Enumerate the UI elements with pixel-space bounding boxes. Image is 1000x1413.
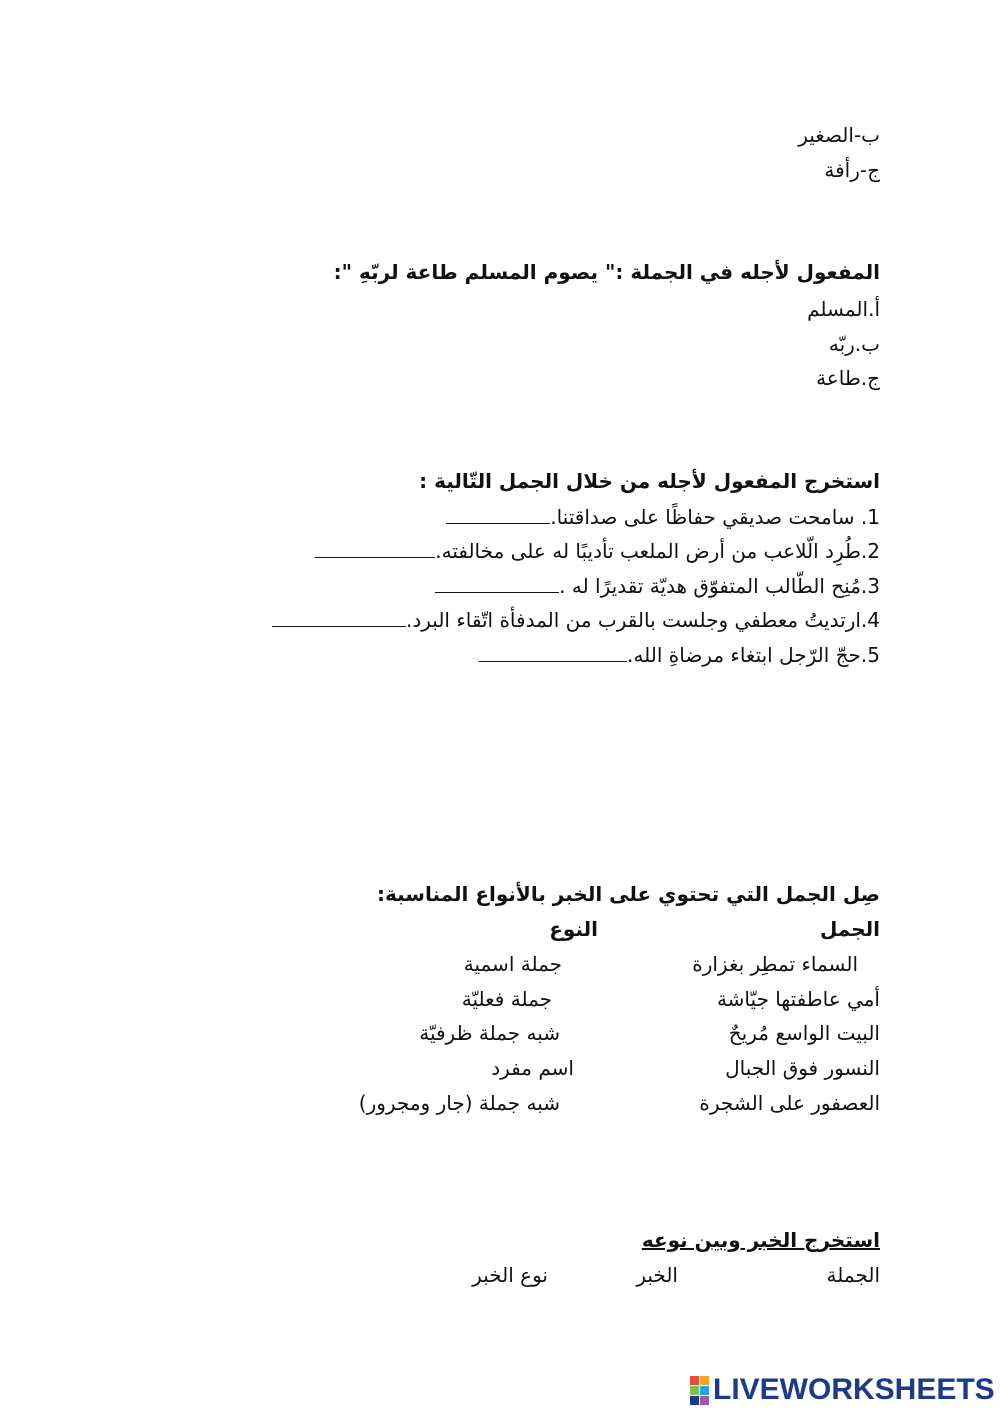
extract-item bbox=[479, 641, 880, 669]
mafool-option-a: أ.المسلم bbox=[807, 297, 880, 321]
extract-item bbox=[315, 537, 880, 565]
answer-blank[interactable] bbox=[446, 505, 550, 524]
extract-item bbox=[435, 572, 880, 600]
answer-blank[interactable] bbox=[479, 643, 627, 662]
khabar-title: استخرج الخبر وبين نوعه bbox=[641, 1228, 880, 1252]
match-type[interactable]: شبه جملة ظرفيّة bbox=[419, 1021, 560, 1045]
extract-item-text: 2.طُرِد الّلاعب من أرض الملعب تأديبًا له على مخالفته. bbox=[435, 539, 880, 563]
khabar-col-type: نوع الخبر bbox=[472, 1263, 548, 1287]
extract-title: استخرج المفعول لأجله من خلال الجمل التّالية : bbox=[419, 469, 880, 493]
match-sentence[interactable]: العصفور على الشجرة bbox=[699, 1091, 880, 1115]
liveworksheets-logo bbox=[690, 1373, 995, 1406]
logo-badge-icon bbox=[690, 1376, 709, 1405]
extract-item bbox=[272, 606, 880, 634]
match-sentence[interactable]: السماء تمطِر بغزارة bbox=[692, 952, 858, 976]
match-sentence[interactable]: أمي عاطفتها جيّاشة bbox=[716, 987, 880, 1011]
match-col-sentences: الجمل bbox=[819, 917, 880, 941]
match-type[interactable]: جملة فعليّة bbox=[461, 987, 552, 1011]
answer-blank[interactable] bbox=[315, 539, 435, 558]
match-type[interactable]: اسم مفرد bbox=[491, 1056, 574, 1080]
extract-item bbox=[446, 503, 880, 531]
match-type[interactable]: شبه جملة (جار ومجرور) bbox=[358, 1091, 560, 1115]
match-type[interactable]: جملة اسمية bbox=[463, 952, 562, 976]
match-sentence[interactable]: النسور فوق الجبال bbox=[725, 1056, 880, 1080]
logo-text: LIVEWORKSHEETS bbox=[713, 1373, 995, 1406]
match-title: صِل الجمل التي تحتوي على الخبر بالأنواع المناسبة: bbox=[376, 882, 880, 906]
answer-blank[interactable] bbox=[435, 574, 559, 593]
khabar-col-khabar: الخبر bbox=[636, 1263, 678, 1287]
answer-blank[interactable] bbox=[272, 608, 406, 627]
extract-item-text: 3.مُنِح الطّالب المتفوّق هديّة تقديرًا له . bbox=[559, 574, 880, 598]
match-col-types: النوع bbox=[549, 917, 598, 941]
extract-item-text: 1. سامحت صديقي حفاظًا على صداقتنا. bbox=[550, 505, 880, 529]
mafool-option-c: ج.طاعة bbox=[816, 366, 880, 390]
mafool-option-b: ب.ربّه bbox=[828, 332, 880, 356]
option-c-prev: ج-رأفة bbox=[824, 158, 880, 182]
match-sentence[interactable]: البيت الواسع مُريحٌ bbox=[728, 1021, 880, 1045]
extract-item-text: 4.ارتديتُ معطفي وجلست بالقرب من المدفأة اتّقاء البرد. bbox=[406, 608, 880, 632]
extract-item-text: 5.حجّ الرّجل ابتغاء مرضاةِ الله. bbox=[627, 643, 880, 667]
khabar-col-sentence: الجملة bbox=[826, 1263, 880, 1287]
mafool-question: المفعول لأجله في الجملة :" يصوم المسلم طاعة لربّهِ ": bbox=[333, 260, 880, 284]
option-b-prev: ب-الصغير bbox=[798, 123, 880, 147]
